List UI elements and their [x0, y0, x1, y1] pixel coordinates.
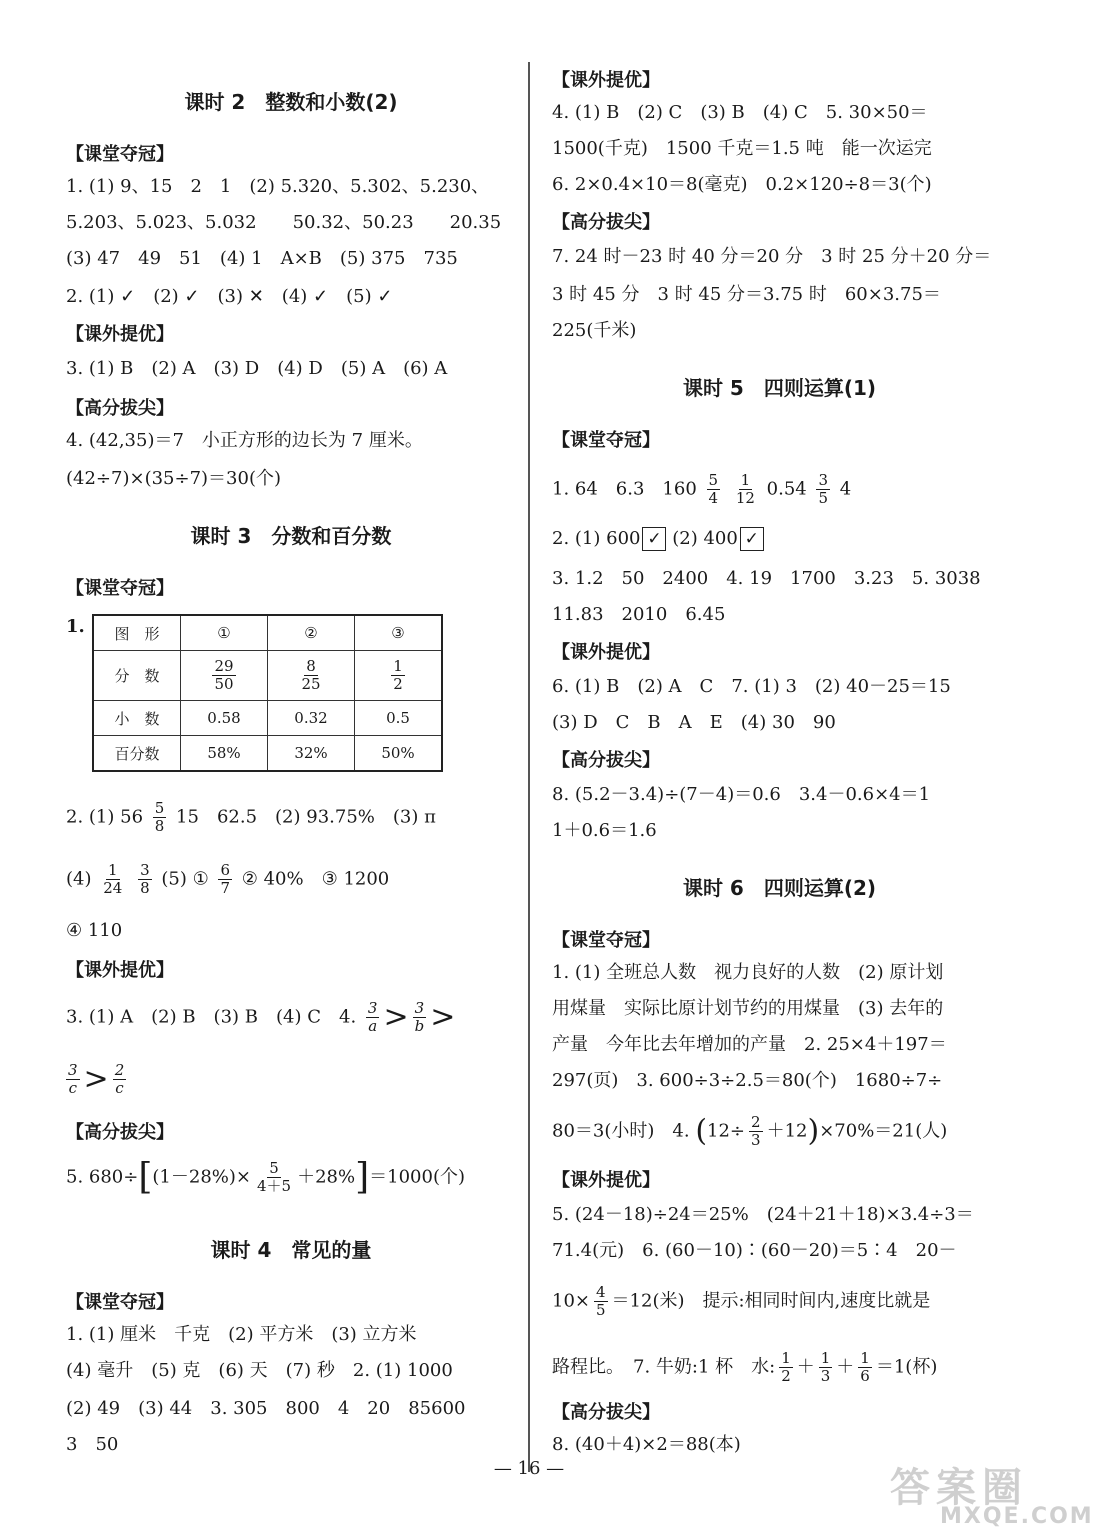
column-divider	[528, 62, 530, 1472]
fraction	[413, 1000, 427, 1035]
fraction	[816, 472, 830, 507]
denominator: c	[68, 1079, 77, 1097]
denominator: 2	[781, 1367, 791, 1385]
fraction	[734, 472, 757, 507]
answer-line: (42÷7)×(35÷7)＝30(个)	[66, 468, 281, 489]
answer-line	[66, 800, 436, 835]
numerator: 1	[740, 471, 751, 489]
lesson-4-title: 课时 4 常见的量	[210, 1238, 372, 1262]
fraction	[819, 1350, 833, 1385]
section-heading: 【高分拔尖】	[66, 398, 174, 419]
fraction	[858, 1350, 872, 1385]
section-heading: 【课外提优】	[552, 642, 660, 663]
answer-line	[552, 1350, 937, 1385]
text: 2. (1) 56	[66, 806, 144, 828]
text: 1. 64 6.3 160	[552, 478, 697, 500]
table-cell: 分 数	[93, 651, 181, 701]
fraction	[366, 1000, 380, 1035]
numerator: 1	[860, 1349, 870, 1367]
numerator: 5	[154, 799, 165, 817]
answer-line	[66, 862, 389, 897]
table-cell: 0.32	[268, 701, 355, 736]
text: 3. (1) A (2) B (3) B (4) C 4.	[66, 1006, 357, 1028]
answer-line	[552, 1284, 930, 1319]
answer-line	[552, 1114, 947, 1149]
numerator: 4	[596, 1283, 606, 1301]
numerator: 8	[306, 657, 316, 675]
numerator: 3	[140, 861, 150, 879]
answer-line: 4. (42,35)＝7 小正方形的边长为 7 厘米。	[66, 430, 423, 451]
lesson-3-title: 课时 3 分数和百分数	[190, 524, 392, 548]
numerator: 1	[781, 1349, 791, 1367]
denominator: 6	[860, 1367, 870, 1385]
fraction	[153, 800, 167, 835]
text: ＋28%	[297, 1166, 356, 1188]
answer-line: 3. (1) B (2) A (3) D (4) D (5) A (6) A	[66, 358, 448, 379]
numerator: 2	[114, 1061, 125, 1079]
page-number: — 16 —	[493, 1458, 565, 1479]
answer-line: 6. (1) B (2) A C 7. (1) 3 (2) 40－25＝15	[552, 676, 951, 697]
answer-line: 5. (24－18)÷24＝25% (24＋21＋18)×3.4÷3＝	[552, 1204, 974, 1225]
numerator: 6	[220, 861, 230, 879]
table-cell: 小 数	[93, 701, 181, 736]
right-bracket: ]	[355, 1156, 370, 1198]
text: ＋	[836, 1356, 855, 1378]
numerator: 3	[818, 471, 828, 489]
denominator: 3	[820, 1367, 831, 1385]
answer-line: 71.4(元) 6. (60－10)∶(60－20)＝5∶4 20－	[552, 1240, 957, 1261]
denominator: 8	[154, 817, 165, 835]
denominator: 2	[393, 675, 403, 693]
answer-line: 用煤量 实际比原计划节约的用煤量 (3) 去年的	[552, 998, 944, 1019]
section-heading: 【课堂夺冠】	[552, 930, 660, 951]
fraction	[138, 862, 152, 897]
text: ＝1000(个)	[369, 1166, 465, 1188]
fraction	[749, 1114, 763, 1149]
table-cell: ③	[355, 615, 443, 651]
table-cell: 百分数	[93, 736, 181, 772]
fraction	[101, 862, 124, 897]
answer-line: 4. (1) B (2) C (3) B (4) C 5. 30×50＝	[552, 102, 928, 123]
answer-line	[552, 472, 851, 507]
denominator: 4	[708, 489, 719, 507]
denominator: 4＋5	[256, 1177, 292, 1195]
table-cell: 32%	[268, 736, 355, 772]
section-heading: 【课堂夺冠】	[552, 430, 660, 451]
text: 4	[839, 478, 852, 500]
answer-line: 297(页) 3. 600÷3÷2.5＝80(个) 1680÷7÷	[552, 1070, 943, 1091]
numerator: 1	[108, 861, 118, 879]
section-heading: 【课外提优】	[66, 960, 174, 981]
watermark-text: 答案圈	[890, 1465, 1028, 1511]
numerator: 3	[68, 1061, 78, 1079]
denominator: 5	[818, 489, 828, 507]
answer-line: 8. (5.2－3.4)÷(7－4)＝0.6 3.4－0.6×4＝1	[552, 784, 931, 805]
text: (5) ①	[161, 868, 209, 890]
section-heading: 【高分拔尖】	[552, 750, 660, 771]
checkbox-checked: ✓	[740, 527, 764, 551]
section-heading: 【课堂夺冠】	[66, 578, 174, 599]
section-heading: 【高分拔尖】	[552, 1402, 660, 1423]
table-cell: 0.58	[181, 701, 268, 736]
answer-line	[66, 1156, 465, 1198]
numerator: 1	[820, 1349, 831, 1367]
text: 12÷	[707, 1120, 746, 1142]
table-cell: 0.5	[355, 701, 443, 736]
table-cell: 50%	[355, 736, 443, 772]
section-heading: 【课外提优】	[552, 1170, 660, 1191]
table-cell: 图 形	[93, 615, 181, 651]
greater-than: >	[430, 999, 456, 1035]
denominator: b	[414, 1017, 425, 1035]
section-heading: 【高分拔尖】	[552, 212, 660, 233]
answer-line: 11.83 2010 6.45	[552, 604, 726, 625]
fraction	[113, 1062, 127, 1097]
section-heading: 【课堂夺冠】	[66, 144, 174, 165]
table-cell	[355, 651, 443, 701]
lesson-2-title: 课时 2 整数和小数(2)	[184, 90, 398, 114]
table-cell: 58%	[181, 736, 268, 772]
numerator: 3	[414, 999, 425, 1017]
section-heading: 【课外提优】	[552, 70, 660, 91]
answer-line: (3) D C B A E (4) 30 90	[552, 712, 836, 733]
numerator: 5	[269, 1159, 279, 1177]
table-cell: ②	[268, 615, 355, 651]
answer-line: 3. 1.2 50 2400 4. 19 1700 3.23 5. 3038	[552, 568, 981, 589]
answer-line: 1＋0.6＝1.6	[552, 820, 657, 841]
text: 10×	[552, 1290, 590, 1312]
left-bracket: [	[138, 1156, 153, 1198]
lesson-6-title: 课时 6 四则运算(2)	[682, 876, 877, 900]
table-cell	[181, 651, 268, 701]
fraction	[255, 1160, 293, 1195]
checkbox-checked: ✓	[642, 527, 666, 551]
answer-line: 产量 今年比去年增加的产量 2. 25×4＋197＝	[552, 1034, 947, 1055]
fraction-table	[92, 614, 443, 772]
fraction	[779, 1350, 793, 1385]
text: 0.54	[766, 478, 807, 500]
table-cell: ①	[181, 615, 268, 651]
answer-line: (2) 49 (3) 44 3. 305 800 4 20 85600	[66, 1398, 466, 1419]
answer-line	[66, 1000, 455, 1035]
right-paren: )	[807, 1113, 820, 1149]
numerator: 3	[367, 999, 378, 1017]
answer-line: 1. (1) 厘米 千克 (2) 平方米 (3) 立方米	[66, 1324, 417, 1345]
text: (1－28%)×	[152, 1166, 251, 1188]
text: ② 40% ③ 1200	[241, 868, 390, 890]
answer-line	[552, 526, 764, 552]
denominator: 12	[735, 489, 755, 507]
denominator: 25	[301, 675, 321, 693]
greater-than: >	[383, 999, 409, 1035]
denominator: 24	[103, 879, 123, 897]
text: ＋12	[766, 1120, 808, 1142]
denominator: 7	[220, 879, 230, 897]
section-heading: 【课外提优】	[66, 324, 174, 345]
answer-line: 8. (40＋4)×2＝88(本)	[552, 1434, 741, 1455]
lesson-5-title: 课时 5 四则运算(1)	[682, 376, 877, 400]
greater-than: >	[83, 1061, 109, 1097]
text: ＝1(杯)	[875, 1356, 938, 1378]
answer-line: 7. 24 时－23 时 40 分＝20 分 3 时 25 分＋20 分＝	[552, 246, 992, 267]
answer-line: 2. (1) ✓ (2) ✓ (3) ✕ (4) ✓ (5) ✓	[66, 286, 393, 307]
table-cell	[268, 651, 355, 701]
text: 5. 680÷	[66, 1166, 139, 1188]
answer-line: 3 50	[66, 1434, 119, 1455]
text: ＝12(米) 提示:相同时间内,速度比就是	[611, 1290, 931, 1312]
text: (2) 400	[672, 528, 738, 549]
watermark-logo	[880, 1465, 1094, 1530]
answer-line: 1. (1) 全班总人数 视力良好的人数 (2) 原计划	[552, 962, 944, 983]
numerator: 2	[751, 1113, 761, 1131]
answer-line: 225(千米)	[552, 320, 637, 341]
text: 路程比。 7. 牛奶:1 杯 水:	[552, 1356, 776, 1378]
text: ×70%＝21(人)	[819, 1120, 948, 1142]
answer-line: 5.203、5.023、5.032 50.32、50.23 20.35	[66, 212, 502, 233]
denominator: 3	[751, 1131, 761, 1149]
numerator: 1	[393, 657, 403, 675]
denominator: c	[115, 1079, 124, 1097]
numerator: 5	[708, 471, 719, 489]
question-number: 1.	[66, 616, 85, 637]
answer-line: 6. 2×0.4×10＝8(毫克) 0.2×120÷8＝3(个)	[552, 174, 932, 195]
denominator: a	[368, 1017, 378, 1035]
answer-line: ④ 110	[66, 920, 123, 941]
denominator: 8	[140, 879, 150, 897]
text: 2. (1) 600	[552, 528, 641, 549]
text: 80＝3(小时) 4.	[552, 1120, 690, 1142]
fraction	[66, 1062, 80, 1097]
fraction	[594, 1284, 608, 1319]
text: 15 62.5 (2) 93.75% (3) π	[176, 806, 436, 828]
answer-line: 1500(千克) 1500 千克＝1.5 吨 能一次运完	[552, 138, 932, 159]
answer-line: (3) 47 49 51 (4) 1 A×B (5) 375 735	[66, 248, 458, 269]
answer-line	[62, 1062, 130, 1097]
text: ＋	[796, 1356, 815, 1378]
text: (4)	[66, 868, 92, 890]
numerator: 29	[214, 657, 234, 675]
watermark-url: MXQE.COM	[940, 1504, 1094, 1529]
fraction	[707, 472, 721, 507]
denominator: 5	[596, 1301, 606, 1319]
left-paren: (	[695, 1113, 708, 1149]
denominator: 50	[214, 675, 234, 693]
section-heading: 【高分拔尖】	[66, 1122, 174, 1143]
section-heading: 【课堂夺冠】	[66, 1292, 174, 1313]
answer-line: 3 时 45 分 3 时 45 分＝3.75 时 60×3.75＝	[552, 284, 941, 305]
answer-line: 1. (1) 9、15 2 1 (2) 5.320、5.302、5.230、	[66, 176, 490, 197]
answer-line: (4) 毫升 (5) 克 (6) 天 (7) 秒 2. (1) 1000	[66, 1360, 453, 1381]
fraction	[218, 862, 232, 897]
